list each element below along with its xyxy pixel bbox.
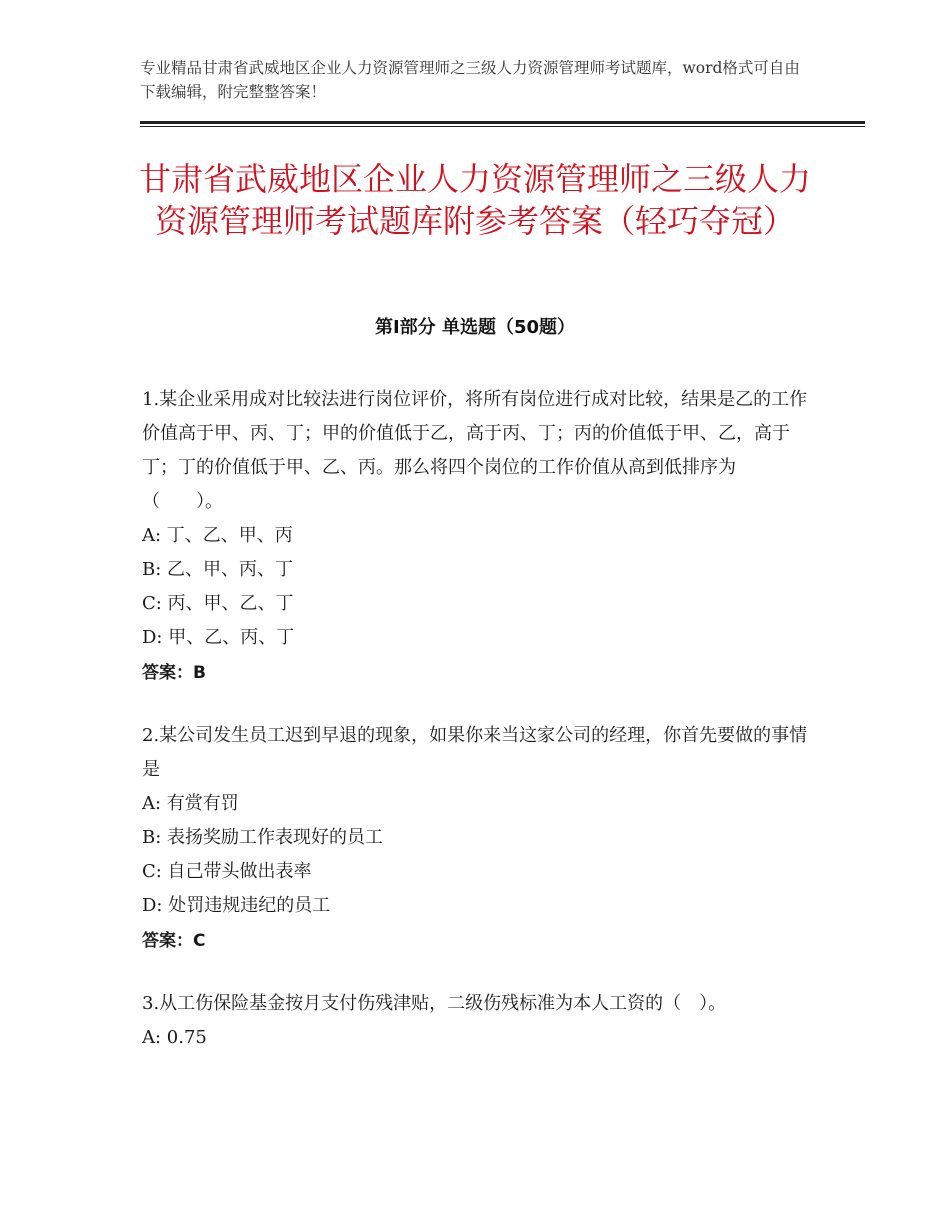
option-c: C: 丙、甲、乙、丁 (142, 593, 294, 614)
question-list (142, 383, 812, 1083)
option-a: A: 丁、乙、甲、丙 (142, 525, 293, 546)
answer: 答案：C (142, 931, 206, 951)
option-b: B: 表扬奖励工作表现好的员工 (142, 827, 384, 848)
question-stem: 2.某公司发生员工迟到早退的现象，如果你来当这家公司的经理，你首先要做的事情是 (142, 725, 808, 780)
option-a: A: 0.75 (142, 1027, 207, 1048)
option-c: C: 自己带头做出表率 (142, 861, 312, 882)
header-note: 专业精品甘肃省武威地区企业人力资源管理师之三级人力资源管理师考试题库，word格式可自由下载编辑，附完整整答案！ (140, 59, 800, 101)
question-2 (142, 719, 812, 959)
question-1 (142, 383, 812, 691)
question-stem: 1.某企业采用成对比较法进行岗位评价，将所有岗位进行成对比较，结果是乙的工作价值高于甲、丙、丁；甲的价值低于乙，高于丙、丁；丙的价值低于甲、乙，高于丁；丁的价值低于甲、乙、丙。那么将四个岗位的工作价值从高到低排序为（ ）。 (142, 389, 808, 512)
option-d: D: 处罚违规违纪的员工 (142, 895, 331, 916)
answer: 答案：B (142, 663, 206, 683)
question-stem: 3.从工伤保险基金按月支付伤残津贴，二级伤残标准为本人工资的（ ）。 (142, 993, 727, 1014)
section-heading: 第Ⅰ部分 单选题（50题） (374, 317, 575, 338)
option-a: A: 有赏有罚 (142, 793, 239, 814)
option-d: D: 甲、乙、丙、丁 (142, 627, 295, 648)
document-title: 甘肃省武威地区企业人力资源管理师之三级人力资源管理师考试题库附参考答案（轻巧夺冠） (138, 160, 811, 240)
question-3 (142, 987, 812, 1055)
header-divider-thick (140, 121, 865, 124)
header-divider-thin (140, 126, 865, 127)
option-b: B: 乙、甲、丙、丁 (142, 559, 294, 580)
